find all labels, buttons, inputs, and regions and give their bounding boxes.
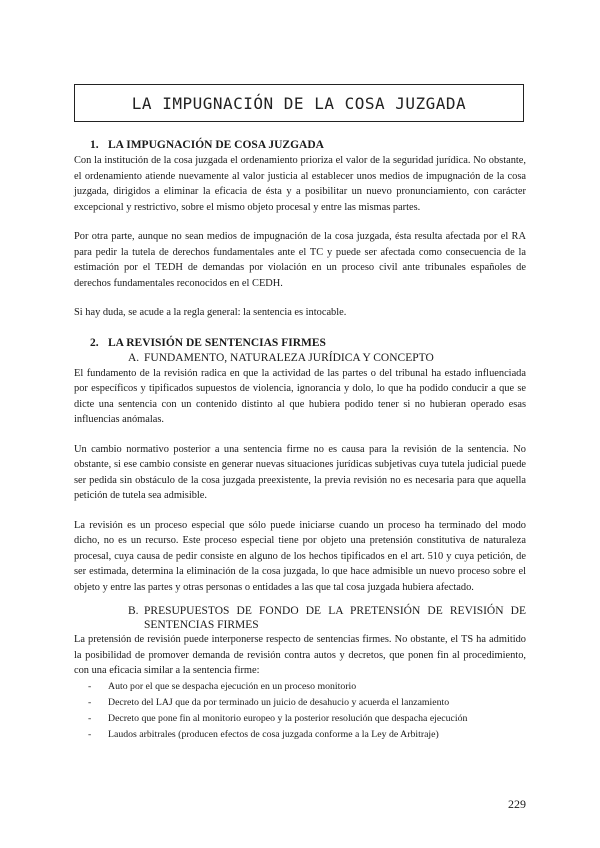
- section-1-paragraph-2: Por otra parte, aunque no sean medios de impugnación de la cosa juzgada, ésta resulta afectada por el RA para pedir la tutela de derechos fundamentales ante el TC y puede ser afectada como consecuencia de la estimación por el TEDH de demandas por violación en un proceso civil ante tribunales españoles de derechos fundamentales reconocidos en el CEDH.: [74, 231, 526, 289]
- section-2-title: LA REVISIÓN DE SENTENCIAS FIRMES: [108, 336, 326, 349]
- subsection-b-heading: [74, 604, 526, 632]
- section-1-heading: [74, 137, 526, 153]
- subsection-a-paragraph-2: Un cambio normativo posterior a una sentencia firme no es causa para la revisión de la sentencia. No obstante, si ese cambio consiste en generar nuevas situaciones jurídicas subjetivas cuya tutela judicial puede ser pedida sin obstáculo de la cosa juzgada preexistente, la previa revisión no es necesaria para que aquella petición de tutela sea admisible.: [74, 443, 526, 501]
- subsection-a-paragraph-3: La revisión es un proceso especial que sólo puede iniciarse cuando un proceso ha terminado del modo dicho, no es un recurso. Este proceso especial tiene por objeto una pretensión constitutiva de naturaleza procesal, cuya causa de pedir consiste en alguno de los hechos tipificados en el art. 510 y cuya petición, de ser estimada, determina la eliminación de la cosa juzgada, lo que hace admisible un nuevo proceso sobre el objeto y entre las partes y otras personas o entidades a las que tal cosa juzgada hubiera afectado.: [74, 519, 526, 593]
- page-title: LA IMPUGNACIÓN DE LA COSA JUZGADA: [131, 93, 467, 113]
- section-1-number: 1.: [90, 139, 99, 151]
- document-body: [74, 137, 526, 743]
- subsection-a-title: FUNDAMENTO, NATURALEZA JURÍDICA Y CONCEPTO: [144, 351, 434, 364]
- list-item: - Laudos arbitrales (producen efectos de cosa juzgada conforme a la Ley de Arbitraje): [88, 728, 439, 740]
- subsection-b-paragraph-1: La pretensión de revisión puede interponerse respecto de sentencias firmes. No obstante, el TS ha admitido la posibilidad de promover demanda de revisión contra autos y decretos, que ponen fin al procedimiento, con una eficacia similar a la sentencia firme:: [74, 634, 526, 676]
- header-title-box: [74, 84, 524, 122]
- list-item: - Decreto del LAJ que da por terminado un juicio de desahucio y acuerda el lanzamiento: [88, 696, 450, 708]
- section-1-title: LA IMPUGNACIÓN DE COSA JUZGADA: [108, 139, 324, 151]
- subsection-a-heading: [74, 351, 526, 366]
- section-1-paragraph-3: Si hay duda, se acude a la regla general: la sentencia es intocable.: [74, 307, 347, 318]
- list-item: - Auto por el que se despacha ejecución en un proceso monitorio: [88, 680, 357, 692]
- subsection-b-number: B.: [128, 605, 139, 617]
- section-2-number: 2.: [90, 336, 99, 349]
- section-2-heading: [74, 335, 526, 351]
- subsection-a-number: A.: [128, 351, 140, 364]
- resolutions-list: [74, 679, 526, 743]
- subsection-a-paragraph-1: El fundamento de la revisión radica en que la actividad de las partes o del tribunal ha estado influenciada por específicos y tipificados supuestos de violencia, ignorancia y dolo, lo que ha podido conducir a que se dicte una sentencia con un contenido distinto al que hubiera podido tener si no hubieran operado esas influencias anómalas.: [74, 367, 526, 425]
- list-item: - Decreto que pone fin al monitorio europeo y la posterior resolución que despacha ejecución: [88, 712, 468, 724]
- page-number: 229: [508, 797, 526, 811]
- subsection-b-title: PRESUPUESTOS DE FONDO DE LA PRETENSIÓN DE REVISIÓN DE SENTENCIAS FIRMES: [144, 605, 526, 631]
- section-1-paragraph-1: Con la institución de la cosa juzgada el ordenamiento prioriza el valor de la seguridad jurídica. No obstante, el ordenamiento atiende nuevamente al valor justicia al establecer unos medios de impugnación de la cosa juzgada, dirigidos a eliminar la eficacia de ésta y a posibilitar un nuevo pronunciamiento, con carácter excepcional y restrictivo, sobre el mismo objeto procesal y entre las mismas partes.: [74, 155, 526, 213]
